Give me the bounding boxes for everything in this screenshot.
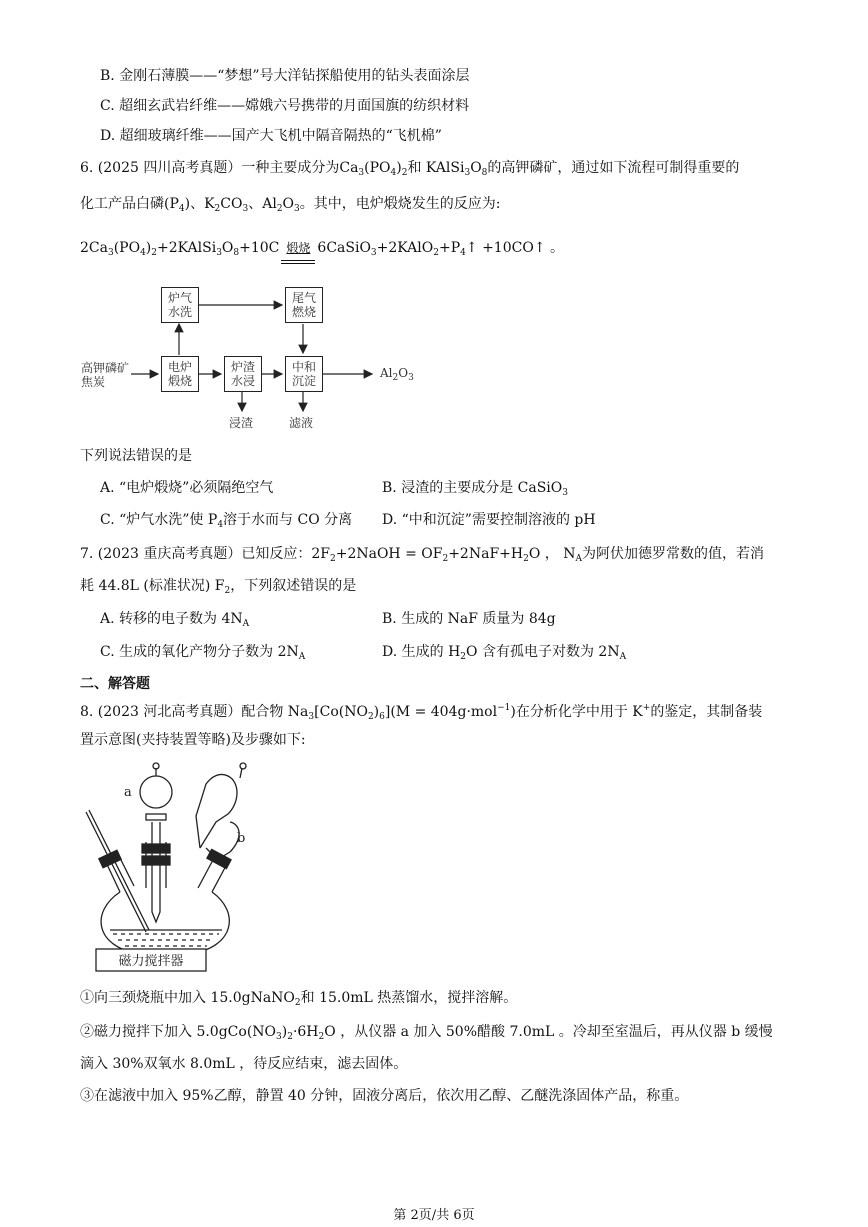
q8-step1: ①向三颈烧瓶中加入 15.0gNaNO$_2$和 15.0mL 热蒸馏水，搅拌溶解。 (80, 990, 518, 1008)
section-heading: 二、解答题 (80, 676, 150, 692)
q5-option-c: C. 超细玄武岩纤维——嫦娥六号携带的月面国旗的纺织材料 (100, 98, 470, 114)
q5-option-d: D. 超细玻璃纤维——国产大飞机中隔音隔热的“飞机棉” (100, 128, 442, 144)
flow-ore-label: 高钾磷矿 焦炭 (81, 361, 130, 389)
q6-option-b: B. 浸渣的主要成分是 CaSiO$_3$ (382, 480, 568, 498)
q7-option-d: D. 生成的 $H_2O$ 含有孤电子对数为 $2N_A$ (382, 644, 627, 662)
eq-condition: 煅烧 (286, 241, 311, 255)
q8-step2: ②磁力搅拌下加入 $5.0gCo(NO_3)_2\cdot 6H_2O$ ，从仪器 a 加入 50%醋酸 7.0mL 。冷却至室温后，再从仪器 b 缓慢 (80, 1024, 773, 1042)
q6-question: 下列说法错误的是 (80, 448, 192, 464)
q8-step3: ③在滤液中加入 95%乙醇，静置 40 分钟，固液分离后，依次用乙醇、乙醚洗涤固体产品，称重。 (80, 1088, 689, 1104)
stirrer-label: 磁力搅拌器 (118, 954, 184, 969)
q6-option-d: D. “中和沉淀”需要控制溶液的 pH (382, 512, 596, 528)
flask-body (101, 892, 229, 954)
q8-step2-line2: 滴入 30%双氧水 8.0mL ，待反应结束，滤去固体。 (80, 1056, 408, 1072)
q6-stem-line1: 6. (2025 四川高考真题）一种主要成分为$Ca_3(PO_4)_2$和 $KAlSi_3O_8$的高钾磷矿，通过如下流程可制得重要的 (80, 160, 740, 178)
flow-box-tail-gas: 尾气 燃烧 (285, 287, 323, 323)
flow-box-gas-wash: 炉气 水洗 (161, 287, 199, 323)
q6-equation: $2Ca_3(PO_4)_2+2KAlSi_3O_8+10C$ 煅烧 $6CaSiO_3+2KAlO_2+P_4↑$ +10CO↑ 。 (80, 238, 564, 263)
apparatus-diagram (80, 762, 270, 974)
flow-box-leach: 炉渣 水浸 (224, 356, 262, 392)
q8-stem-line2: 置示意图(夹持装置等略)及步骤如下: (80, 732, 306, 748)
flow-product-label: $Al_2O_3$ (380, 366, 414, 383)
funnel-b-body (196, 774, 237, 848)
flow-filtrate-label: 滤液 (289, 416, 314, 430)
page-footer: 第 2页/共 6页 (393, 1208, 475, 1223)
flow-box-furnace: 电炉 煅烧 (161, 356, 199, 392)
q7-option-c: C. 生成的氧化产物分子数为 $2N_A$ (100, 644, 306, 662)
funnel-a-bulb (140, 776, 172, 808)
q6-stem-line2: 化工产品白磷$(P_4)$、$K_2CO_3$、$Al_2O_3$。其中，电炉煅烧发生的反应为: (80, 196, 501, 214)
q7-option-a: A. 转移的电子数为 $4N_A$ (100, 611, 250, 629)
flow-arrows (0, 0, 868, 440)
q8-stem-line1: 8. (2023 河北高考真题）配合物 $Na_3[Co(NO_2)_6](M = 404g\cdot mol^{-1})$在分析化学中用于 K+的鉴定，其制备装 (80, 703, 763, 722)
q5-option-b: B. 金刚石薄膜——“梦想”号大洋钻探船使用的钻头表面涂层 (100, 68, 470, 84)
q6-option-a: A. “电炉煅烧”必须隔绝空气 (100, 480, 274, 496)
flow-box-neutral: 中和 沉淀 (285, 356, 323, 392)
q7-option-b: B. 生成的 NaF 质量为 84g (382, 611, 556, 627)
q6-option-c: C. “炉气水洗”使 $P_4$溶于水而与 CO 分离 (100, 512, 353, 530)
q7-stem-line1: 7. (2023 重庆高考真题）已知反应：$2F_2+2NaOH = OF_2+2NaF+H_2O$ ， $N_A$为阿伏加德罗常数的值，若消 (80, 546, 764, 564)
flow-residue-label: 浸渣 (229, 416, 254, 430)
label-a: a (124, 785, 132, 800)
q7-stem-line2: 耗 44.8L (标准状况) $F_2$，下列叙述错误的是 (80, 578, 357, 596)
label-b: b (237, 831, 246, 846)
